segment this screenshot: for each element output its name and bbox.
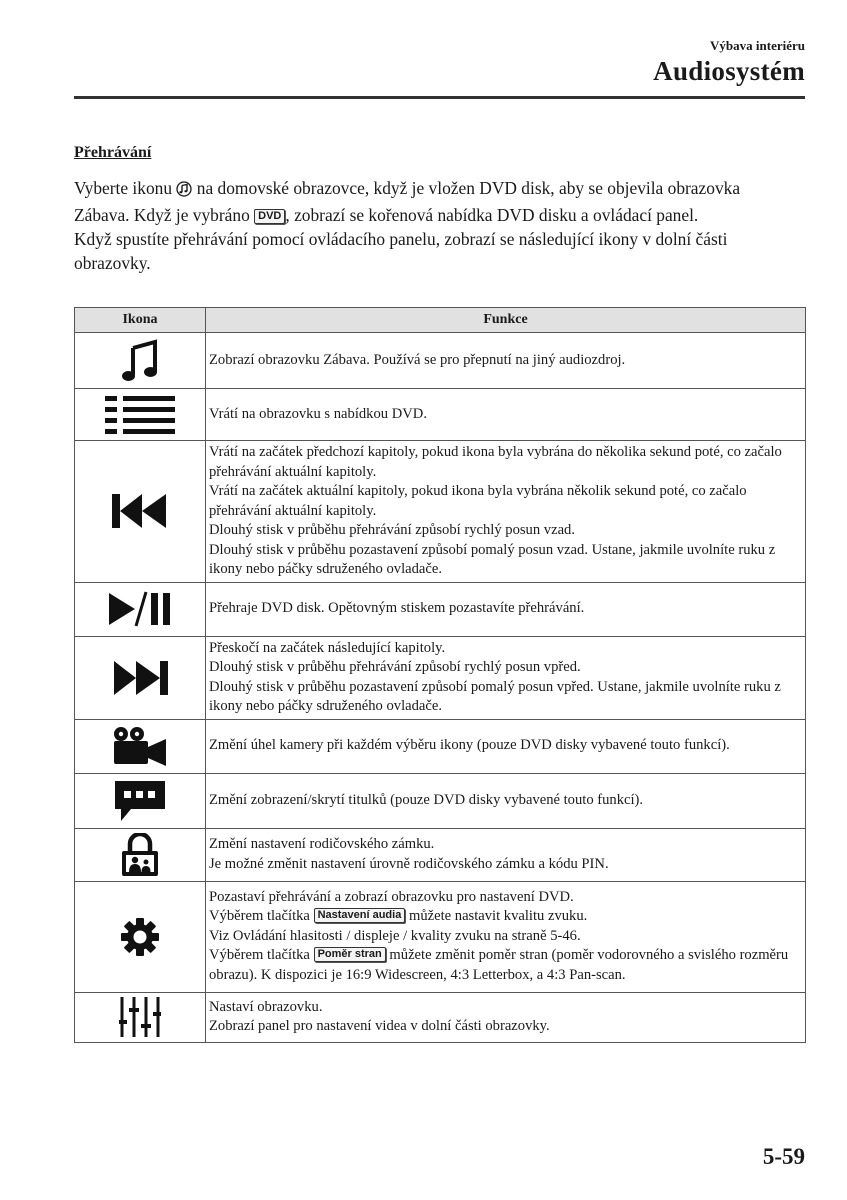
gear-icon (120, 917, 160, 957)
row-desc: Změní úhel kamery při každém výběru ikony (pouze DVD disky vybavené touto funkcí). (206, 719, 806, 773)
intro-text-a: Vyberte ikonu (74, 178, 173, 198)
row-desc: Přehraje DVD disk. Opětovným stiskem pozastavíte přehrávání. (206, 582, 806, 636)
intro-paragraph-1 (74, 176, 794, 227)
music-note-icon (120, 339, 160, 383)
row-desc: Přeskočí na začátek následující kapitoly. Dlouhý stisk v průběhu přehrávání způsobí rychlý posun vpřed. Dlouhý stisk v průběhu pozastavení způsobí pomalý posun vpřed. Ustane, jakmile uvolníte ruku z ikony nebo páčky sdruženého ovladače. (206, 636, 806, 719)
row-desc: Zobrazí obrazovku Zábava. Používá se pro přepnutí na jiný audiozdroj. (206, 333, 806, 389)
nastaveni-audia-button-label: Nastavení audia (314, 908, 406, 923)
table-row (75, 441, 806, 583)
page-title: Audiosystém (653, 56, 805, 86)
table-row (75, 881, 806, 992)
table-row (75, 992, 806, 1042)
table-row (75, 773, 806, 828)
row-desc: Změní nastavení rodičovského zámku. Je možné změnit nastavení úrovně rodičovského zámku a kódu PIN. (206, 828, 806, 881)
header-divider (74, 96, 805, 99)
chapter-label: Výbava interiéru (710, 38, 805, 53)
table-row (75, 333, 806, 389)
row-desc: Vrátí na obrazovku s nabídkou DVD. (206, 389, 806, 441)
header-function: Funkce (206, 308, 806, 333)
play-pause-icon (109, 591, 171, 627)
intro-text-b: na domovské obrazovce, když je vložen DVD disk, aby se objevila obrazovka Zábava. Když je vybráno (74, 178, 741, 225)
skip-previous-icon (112, 494, 168, 528)
equalizer-sliders-icon (119, 996, 161, 1038)
music-circle-icon (176, 179, 192, 203)
table-header-row (75, 308, 806, 333)
row-desc: Vrátí na začátek předchozí kapitoly, pokud ikona byla vybrána do několika sekund poté, co začalo přehrávání aktuální kapitoly. Vrátí na začátek aktuální kapitoly, pokud ikona byla vybrána několik sekund poté, co začalo přehrávání aktuální kapitoly. Dlouhý stisk v průběhu přehrávání způsobí rychlý posun vzad. Dlouhý stisk v průběhu pozastavení způsobí pomalý posun vzad. Ustane, jakmile uvolníte ruku z ikony nebo páčky sdruženého ovladače. (206, 441, 806, 583)
list-icon (105, 394, 175, 436)
table-row (75, 389, 806, 441)
skip-next-icon (112, 661, 168, 695)
parental-lock-icon (121, 833, 159, 877)
table-row (75, 719, 806, 773)
row-desc: Změní zobrazení/skrytí titulků (pouze DVD disky vybavené touto funkcí). (206, 773, 806, 828)
dvd-button-label: DVD (254, 209, 285, 224)
table-row (75, 828, 806, 881)
page-number: 5-59 (762, 1144, 805, 1169)
header-icon: Ikona (75, 308, 206, 333)
row-desc: Nastaví obrazovku. Zobrazí panel pro nastavení videa v dolní části obrazovky. (206, 992, 806, 1042)
row-desc: Pozastaví přehrávání a zobrazí obrazovku pro nastavení DVD. Výběrem tlačítka Nastavení audia můžete nastavit kvalitu zvuku. Viz Ovládání hlasitosti / displeje / kvality zvuku na straně 5-46. Výběrem tlačítka Poměr stran můžete změnit poměr stran (poměr vodorovného a svislého rozměru obrazu). K dispozici je 16:9 Widescreen, 4:3 Letterbox, a 4:3 Pan-scan. (206, 881, 806, 992)
intro-text-c: , zobrazí se kořenová nabídka DVD disku a ovládací panel. (285, 205, 699, 225)
section-title: Přehrávání (74, 144, 152, 161)
intro-text (74, 176, 794, 275)
intro-paragraph-2: Když spustíte přehrávání pomocí ovládacího panelu, zobrazí se následující ikony v dolní části obrazovky. (74, 229, 728, 273)
camera-angle-icon (112, 726, 168, 766)
pomer-stran-button-label: Poměr stran (314, 947, 386, 962)
icon-function-table (74, 307, 806, 1043)
subtitle-icon (115, 781, 165, 821)
table-row (75, 582, 806, 636)
table-row (75, 636, 806, 719)
